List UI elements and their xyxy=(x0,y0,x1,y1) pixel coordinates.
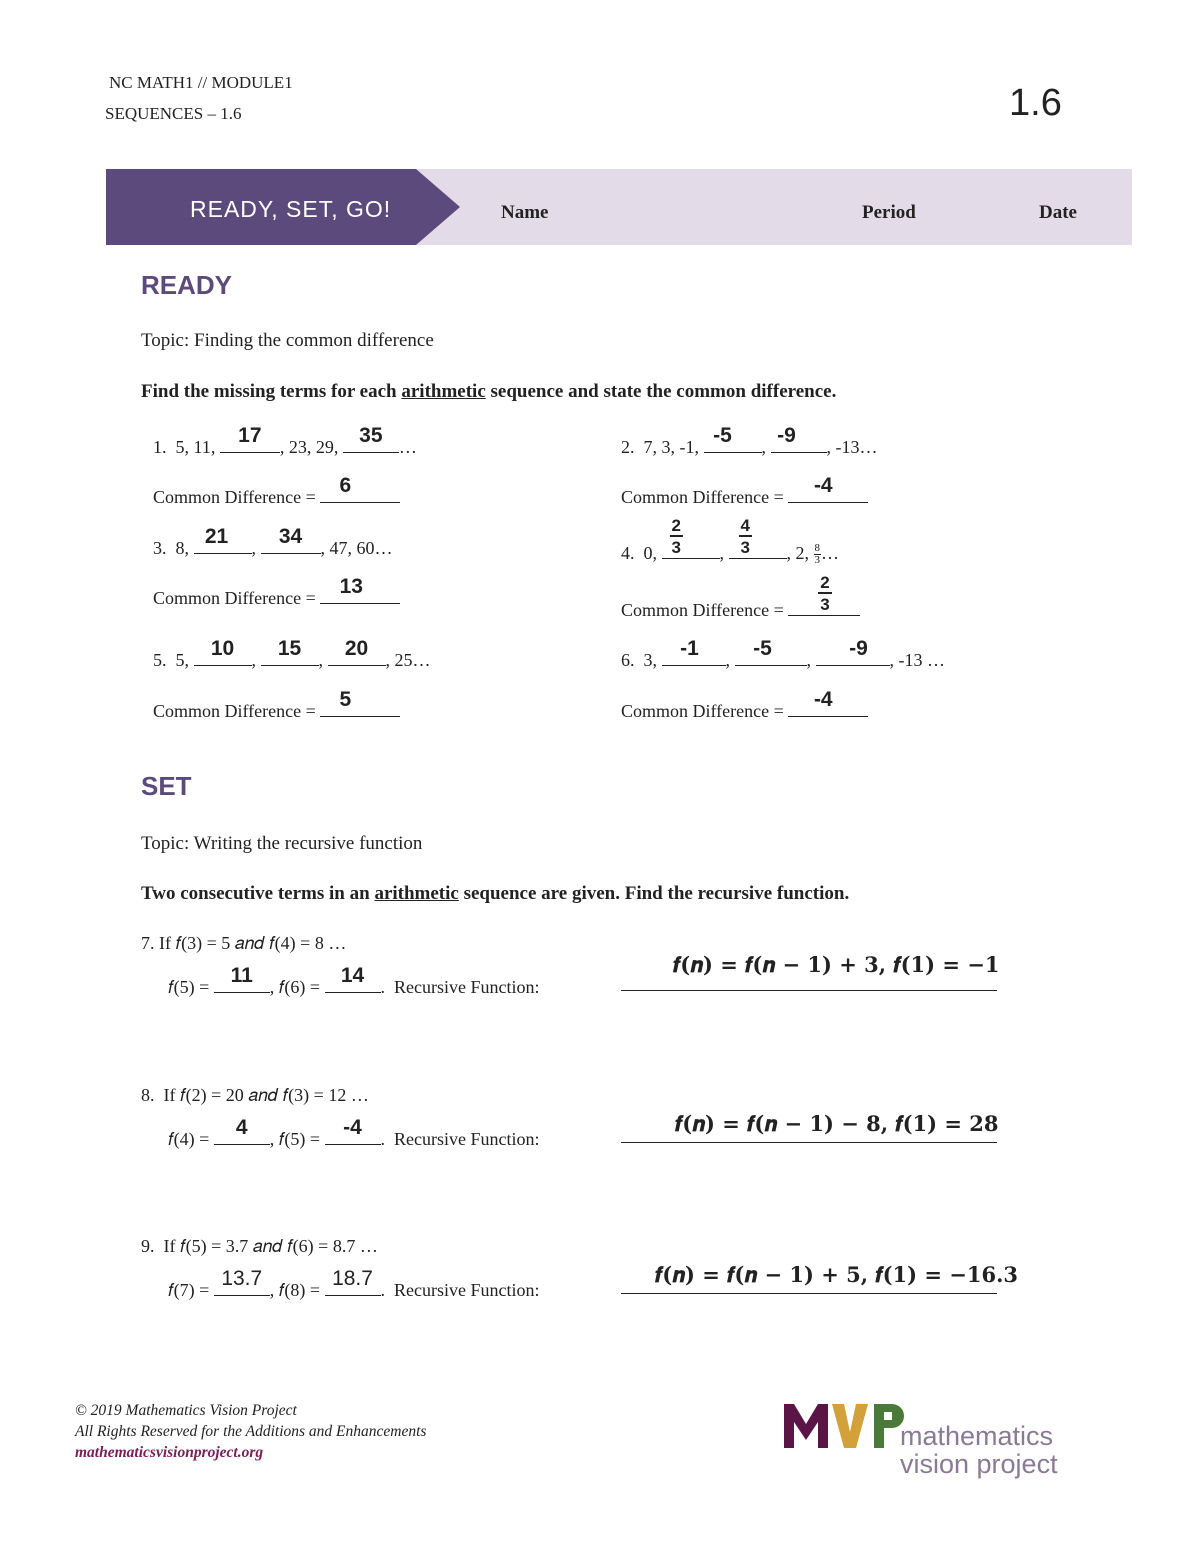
fraction-term xyxy=(814,543,822,566)
question-term: 𝑓(6) = xyxy=(278,977,320,997)
problem-2 xyxy=(621,424,878,458)
problem-7-given xyxy=(141,933,346,954)
cd-5 xyxy=(153,688,400,722)
date-label: Date xyxy=(1039,202,1077,223)
given-terms: 𝑓(5) = 3.7 𝑎𝑛𝑑 𝑓(6) = 8.7 … xyxy=(180,1236,378,1256)
rf-answer: 𝒇(𝒏) = 𝒇(𝒏 − 𝟏) − 𝟖, 𝒇(𝟏) = 𝟐𝟖 xyxy=(675,1111,999,1136)
answer-blank[interactable] xyxy=(325,1267,381,1296)
separator: , xyxy=(806,650,811,670)
rf-blank[interactable] xyxy=(621,1292,997,1294)
answer: -4 xyxy=(813,474,833,497)
answer-blank[interactable] xyxy=(343,424,399,453)
denominator: 3 xyxy=(671,538,681,557)
set-topic: Topic: Writing the recursive function xyxy=(141,833,423,854)
question-term: 𝑓(4) = xyxy=(168,1129,210,1149)
period-label: Period xyxy=(862,202,916,223)
if-word: If xyxy=(159,933,171,953)
footer-url-link[interactable]: mathematicsvisionproject.org xyxy=(75,1444,264,1461)
page-number: 1.6 xyxy=(1009,82,1062,124)
answer-blank[interactable] xyxy=(662,637,726,666)
cd-label: Common Difference = xyxy=(153,701,316,721)
answer-blank[interactable] xyxy=(325,1116,381,1145)
cd-1 xyxy=(153,474,400,508)
answer: 13.7 xyxy=(221,1267,263,1290)
problem-8-answers: 𝑓(4) = 4 , 𝑓(5) = -4 . Recursive Function: xyxy=(168,1116,540,1149)
banner-title: READY, SET, GO! xyxy=(190,196,392,222)
sequence-text: … xyxy=(398,437,417,457)
question-term: 𝑓(5) = xyxy=(168,977,210,997)
footer-copyright: © 2019 Mathematics Vision Project xyxy=(75,1402,297,1419)
answer-blank[interactable] xyxy=(261,525,321,554)
answer: -4 xyxy=(813,688,833,711)
answer: 13 xyxy=(339,575,363,598)
answer-blank[interactable] xyxy=(214,1116,270,1145)
answer: 34 xyxy=(278,525,303,548)
instruction-text: sequence and state the common difference. xyxy=(485,381,837,402)
rf-blank[interactable] xyxy=(621,989,997,991)
answer-blank[interactable] xyxy=(214,964,270,993)
fraction-answer xyxy=(739,517,752,556)
cd-4 xyxy=(621,573,860,621)
numerator: 4 xyxy=(740,516,750,535)
problem-number: 6. xyxy=(621,650,635,670)
sequence-text: , 2, xyxy=(786,543,809,563)
cd-blank[interactable] xyxy=(788,474,868,503)
answer-blank[interactable] xyxy=(261,637,319,666)
question-term: 𝑓(7) = xyxy=(168,1280,210,1300)
answer: 10 xyxy=(210,637,235,660)
problem-number: 5. xyxy=(153,650,167,670)
if-word: If xyxy=(163,1236,176,1256)
instruction-text: Two consecutive terms in an xyxy=(141,883,375,904)
problem-6 xyxy=(621,637,945,671)
separator: , xyxy=(725,650,730,670)
numerator: 2 xyxy=(671,516,681,535)
fraction-answer xyxy=(818,574,831,613)
problem-number: 7. xyxy=(141,933,155,953)
answer-blank[interactable] xyxy=(328,637,386,666)
fraction-answer xyxy=(670,517,683,556)
answer-blank[interactable] xyxy=(729,516,787,559)
answer: 14 xyxy=(340,964,365,987)
if-word: If xyxy=(163,1085,176,1105)
answer: -9 xyxy=(849,637,868,660)
answer-blank[interactable] xyxy=(816,637,890,666)
rf-blank[interactable] xyxy=(621,1141,997,1143)
logo-line-1: mathematics xyxy=(900,1421,1054,1451)
rf-answer: 𝒇(𝒏) = 𝒇(𝒏 − 𝟏) + 𝟑, 𝒇(𝟏) = −𝟏 xyxy=(673,952,1000,977)
cd-blank[interactable] xyxy=(320,575,400,604)
answer-blank[interactable] xyxy=(771,424,827,453)
denominator: 3 xyxy=(740,538,750,557)
logo-text xyxy=(900,1422,1058,1479)
answer-blank[interactable] xyxy=(194,525,252,554)
answer-blank[interactable] xyxy=(194,637,252,666)
answer: -9 xyxy=(777,424,796,447)
cd-2 xyxy=(621,474,868,508)
answer: -1 xyxy=(680,637,699,660)
set-heading: SET xyxy=(141,771,192,801)
denominator: 3 xyxy=(814,554,820,567)
sequence-text: 7, 3, -1, xyxy=(643,437,699,457)
answer: 15 xyxy=(277,637,302,660)
sequence-text: … xyxy=(821,543,839,563)
cd-blank[interactable] xyxy=(788,573,860,616)
sequence-text: 5, xyxy=(175,650,189,670)
cd-label: Common Difference = xyxy=(153,588,316,608)
problem-8-given xyxy=(141,1085,369,1106)
footer-rights: All Rights Reserved for the Additions and Enhancements xyxy=(75,1423,427,1440)
ready-instruction xyxy=(141,381,836,403)
separator: , xyxy=(761,437,766,457)
instruction-text: Find the missing terms for each xyxy=(141,381,402,402)
sequence-text: , -13… xyxy=(826,437,878,457)
cd-label: Common Difference = xyxy=(621,600,784,620)
denominator: 3 xyxy=(820,595,830,614)
answer: 4 xyxy=(235,1116,248,1139)
rf-label: Recursive Function: xyxy=(394,1129,540,1149)
answer: -4 xyxy=(343,1116,362,1139)
problem-number: 2. xyxy=(621,437,635,457)
sequence-text: 5, 11, xyxy=(175,437,216,457)
cd-6 xyxy=(621,688,868,722)
problem-number: 8. xyxy=(141,1085,155,1105)
answer-blank[interactable] xyxy=(214,1267,270,1296)
question-term: 𝑓(5) = xyxy=(278,1129,320,1149)
header-lesson: SEQUENCES – 1.6 xyxy=(105,104,242,123)
rf-label: Recursive Function: xyxy=(394,1280,540,1300)
problem-9-given xyxy=(141,1236,378,1257)
given-terms: 𝑓(3) = 5 𝑎𝑛𝑑 𝑓(4) = 8 … xyxy=(175,933,347,953)
ready-topic: Topic: Finding the common difference xyxy=(141,330,434,351)
answer-blank[interactable] xyxy=(220,424,280,453)
problem-number: 4. xyxy=(621,543,635,563)
answer: 18.7 xyxy=(332,1267,373,1290)
answer-blank[interactable] xyxy=(325,964,381,993)
problem-7-answers: 𝑓(5) = 11 , 𝑓(6) = 14 . Recursive Function: xyxy=(168,964,540,997)
problem-3 xyxy=(153,525,393,559)
separator: , xyxy=(719,543,724,563)
problem-1 xyxy=(153,424,417,458)
separator: , xyxy=(318,650,323,670)
numerator: 2 xyxy=(820,573,830,592)
answer: 21 xyxy=(204,525,229,548)
answer-blank[interactable] xyxy=(704,424,762,453)
problem-9-answers: 𝑓(7) = 13.7 , 𝑓(8) = 18.7 . Recursive Function: xyxy=(168,1267,540,1300)
cd-blank[interactable] xyxy=(320,688,400,717)
answer: 17 xyxy=(238,424,262,447)
problem-number: 9. xyxy=(141,1236,155,1256)
sequence-text: 0, xyxy=(643,543,657,563)
question-term: 𝑓(8) = xyxy=(278,1280,320,1300)
problem-number: 1. xyxy=(153,437,167,457)
problem-4 xyxy=(621,516,839,567)
sequence-text: , 47, 60… xyxy=(320,538,393,558)
cd-blank[interactable] xyxy=(788,688,868,717)
answer: 20 xyxy=(344,637,369,660)
set-instruction xyxy=(141,883,849,905)
problem-5 xyxy=(153,637,431,671)
answer-blank[interactable] xyxy=(735,637,807,666)
answer: -5 xyxy=(713,424,732,447)
instruction-text: sequence are given. Find the recursive function. xyxy=(458,883,850,904)
answer: 35 xyxy=(359,424,383,447)
separator: , xyxy=(251,650,256,670)
cd-label: Common Difference = xyxy=(621,487,784,507)
answer-blank[interactable] xyxy=(662,516,720,559)
rf-label: Recursive Function: xyxy=(394,977,540,997)
rf-answer: 𝒇(𝒏) = 𝒇(𝒏 − 𝟏) + 𝟓, 𝒇(𝟏) = −𝟏𝟔.𝟑 xyxy=(655,1262,1019,1287)
answer: 11 xyxy=(230,964,253,987)
sequence-text: , 25… xyxy=(385,650,431,670)
answer: -5 xyxy=(753,637,772,660)
instruction-keyword: arithmetic xyxy=(374,883,459,904)
cd-blank[interactable] xyxy=(320,474,400,503)
sequence-text: 8, xyxy=(175,538,189,558)
separator: , xyxy=(251,538,256,558)
answer: 5 xyxy=(339,688,352,711)
numerator: 8 xyxy=(814,542,820,555)
cd-3 xyxy=(153,575,400,609)
given-terms: 𝑓(2) = 20 𝑎𝑛𝑑 𝑓(3) = 12 … xyxy=(180,1085,369,1105)
ready-heading: READY xyxy=(141,270,233,300)
mvp-logo-icon xyxy=(784,1402,914,1448)
logo-line-2: vision project xyxy=(900,1449,1058,1480)
header-course: NC MATH1 // MODULE1 xyxy=(109,73,293,92)
sequence-text: , 23, 29, xyxy=(279,437,339,457)
cd-label: Common Difference = xyxy=(621,701,784,721)
name-label: Name xyxy=(501,202,549,223)
sequence-text: , -13 … xyxy=(889,650,945,670)
answer: 6 xyxy=(339,474,352,497)
instruction-keyword: arithmetic xyxy=(401,381,486,402)
cd-label: Common Difference = xyxy=(153,487,316,507)
sequence-text: 3, xyxy=(643,650,657,670)
problem-number: 3. xyxy=(153,538,167,558)
